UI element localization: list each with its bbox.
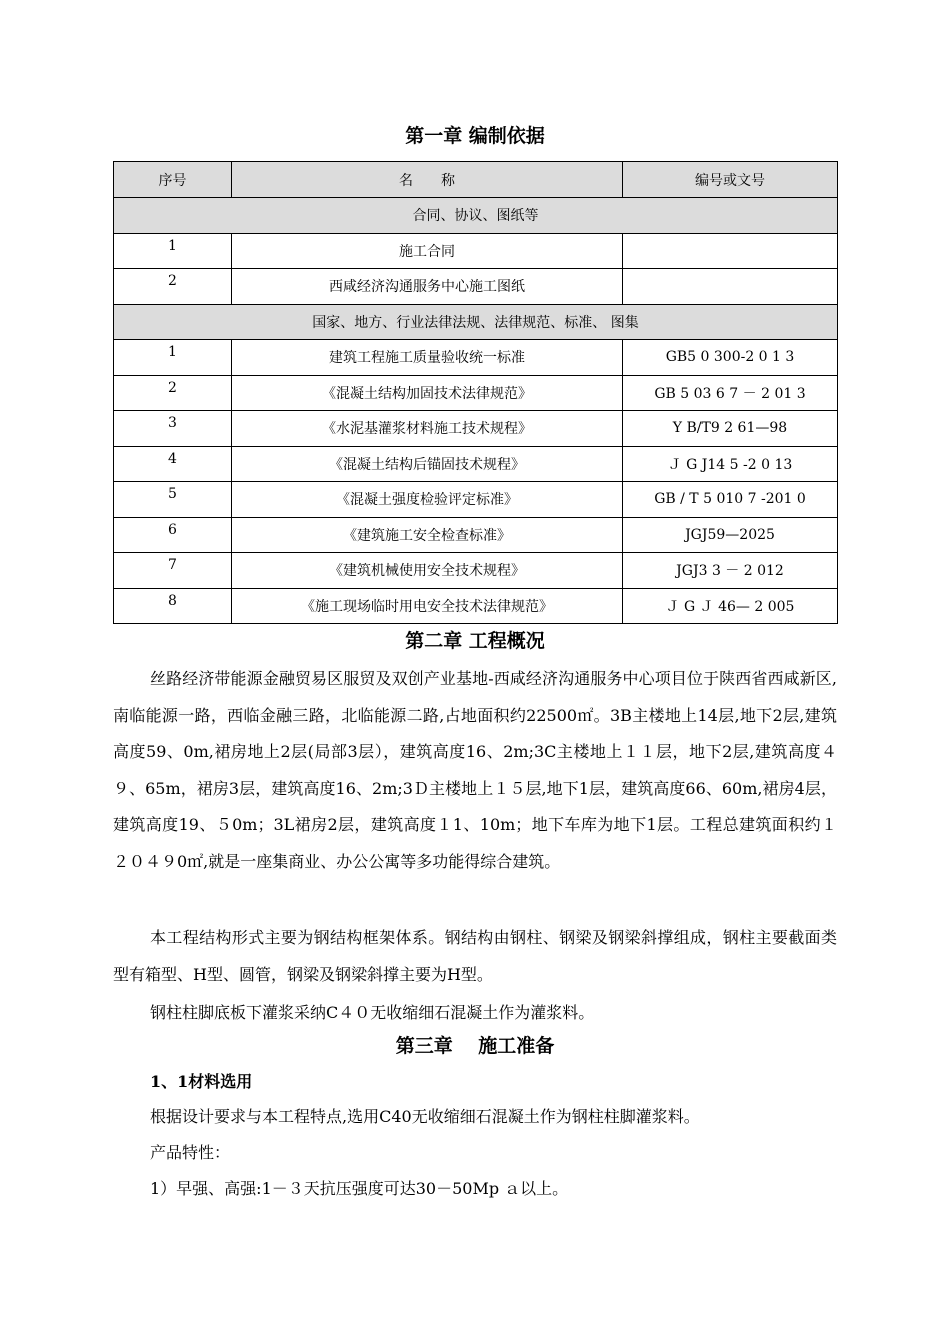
- table-row: [114, 375, 838, 411]
- table-row: [114, 233, 838, 269]
- header-name: 名 称: [232, 162, 623, 198]
- table-row: [114, 411, 838, 447]
- table-row: [114, 553, 838, 589]
- row-no: 6: [114, 517, 232, 553]
- row-name: 《建筑施工安全检查标准》: [232, 517, 623, 553]
- row-name: 《混凝土结构加固技术法律规范》: [232, 375, 623, 411]
- row-no: 1: [114, 340, 232, 376]
- header-no: 序号: [114, 162, 232, 198]
- row-name: 《施工现场临时用电安全技术法律规范》: [232, 588, 623, 624]
- chapter-3-title: 第三章 施工准备: [395, 1035, 555, 1057]
- row-code: Ｊ G J14 5 -2 0 13: [623, 446, 838, 482]
- row-code: [623, 233, 838, 269]
- section-heading: 1、1材料选用: [150, 1072, 253, 1091]
- overview-paragraph: 丝路经济带能源金融贸易区服贸及双创产业基地-西咸经济沟通服务中心项目位于陕西省西咸新区,南临能源一路，西临金融三路，北临能源二路,占地面积约22500㎡。3B主楼地上14层,地下2层,建筑高度59、0m,裙房地上2层(局部3层），建筑高度16、2m;3C主楼地上１１层，地下2层,建筑高度４９、65m，裙房3层，建筑高度16、2m;3Ｄ主楼地上１５层,地下1层，建筑高度66、60m,裙房4层，建筑高度19、５0m；3L裙房2层，建筑高度１1、10m；地下车库为地下1层。工程总建筑面积约１２０４９0㎡,就是一座集商业、办公公寓等多功能得综合建筑。: [113, 669, 837, 871]
- row-code: GB 5 03 6 7 － 2 01 3: [623, 375, 838, 411]
- body-line: 根据设计要求与本工程特点,选用C40无收缩细石混凝土作为钢柱柱脚灌浆料。: [150, 1107, 700, 1126]
- row-name: 《混凝土强度检验评定标准》: [232, 482, 623, 518]
- chapter-1-title: 第一章 编制依据: [405, 125, 545, 147]
- table-header-row: [114, 162, 838, 198]
- structure-paragraph: 本工程结构形式主要为钢结构框架体系。钢结构由钢柱、钢梁及钢梁斜撑组成，钢柱主要截面类型有箱型、H型、圆管，钢梁及钢梁斜撑主要为H型。: [113, 928, 837, 984]
- row-code: GB5 0 300-2 0 1 3: [623, 340, 838, 376]
- row-code: JGJ59—2025: [623, 517, 838, 553]
- table-row: [114, 517, 838, 553]
- grout-paragraph: 钢柱柱脚底板下灌浆采纳C４０无收缩细石混凝土作为灌浆料。: [150, 1003, 595, 1022]
- row-no: 4: [114, 446, 232, 482]
- table-row: [114, 588, 838, 624]
- body-line: 1）早强、高强:1－３天抗压强度可达30－50Mp ａ以上。: [150, 1179, 569, 1198]
- table-group-row: [114, 198, 838, 234]
- table-group-row: [114, 304, 838, 340]
- row-code: Ｊ G Ｊ 46— 2 005: [623, 588, 838, 624]
- row-no: 1: [114, 233, 232, 269]
- body-line: 产品特性：: [150, 1143, 231, 1162]
- row-no: 3: [114, 411, 232, 447]
- row-name: 《水泥基灌浆材料施工技术规程》: [232, 411, 623, 447]
- row-no: 8: [114, 588, 232, 624]
- table-row: [114, 269, 838, 305]
- row-name: 施工合同: [232, 233, 623, 269]
- group-label: 国家、地方、行业法律法规、法律规范、标准、 图集: [114, 304, 838, 340]
- table-row: [114, 340, 838, 376]
- row-code: [623, 269, 838, 305]
- header-code: 编号或文号: [623, 162, 838, 198]
- row-name: 西咸经济沟通服务中心施工图纸: [232, 269, 623, 305]
- row-no: 2: [114, 375, 232, 411]
- basis-table: [113, 161, 838, 624]
- chapter-2-title: 第二章 工程概况: [405, 630, 545, 652]
- group-label: 合同、协议、图纸等: [114, 198, 838, 234]
- row-name: 《混凝土结构后锚固技术规程》: [232, 446, 623, 482]
- table-row: [114, 446, 838, 482]
- row-code: Y B/T9 2 61—98: [623, 411, 838, 447]
- table-row: [114, 482, 838, 518]
- row-no: 7: [114, 553, 232, 589]
- row-no: 5: [114, 482, 232, 518]
- row-name: 《建筑机械使用安全技术规程》: [232, 553, 623, 589]
- row-no: 2: [114, 269, 232, 305]
- row-code: JGJ3 3 － 2 012: [623, 553, 838, 589]
- row-name: 建筑工程施工质量验收统一标准: [232, 340, 623, 376]
- row-code: GB / T 5 010 7 -201 0: [623, 482, 838, 518]
